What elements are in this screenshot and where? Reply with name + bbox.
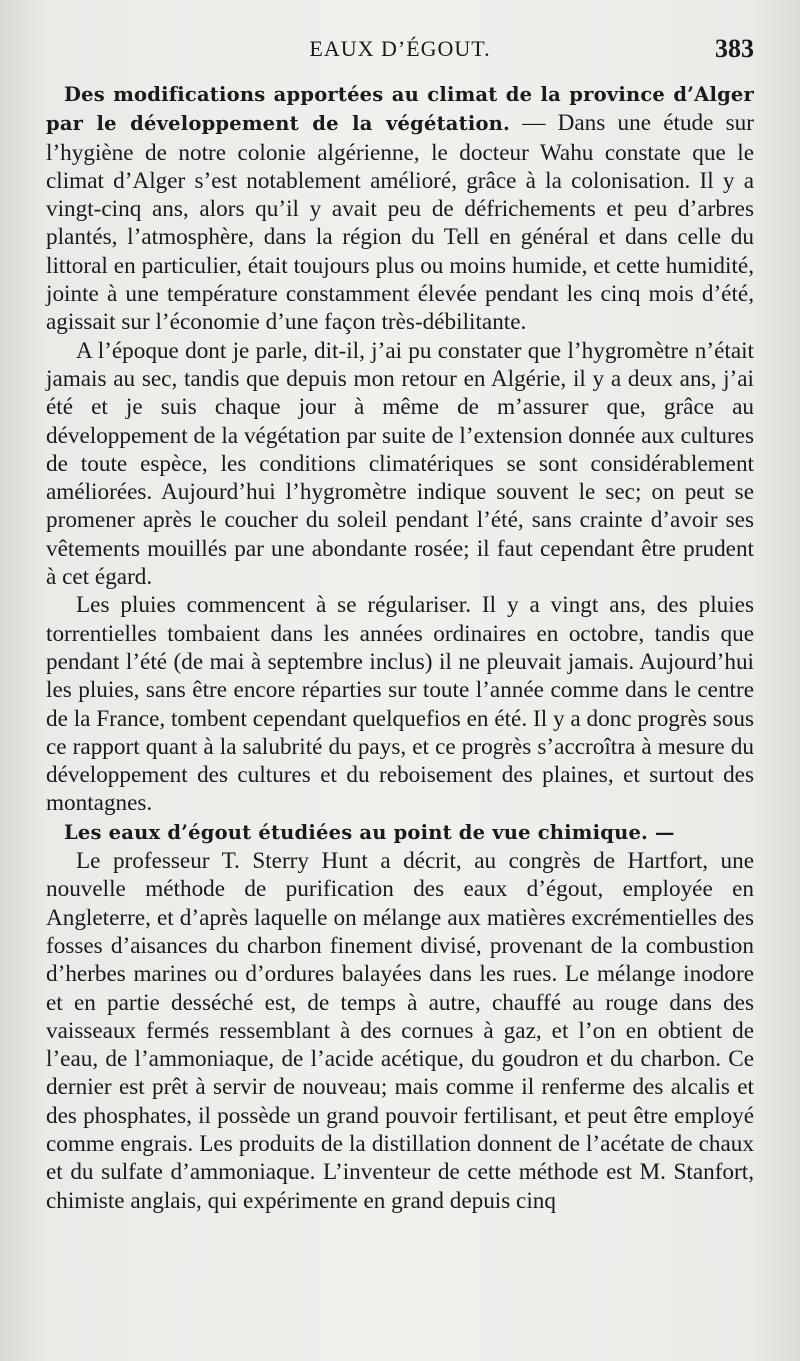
article-2-heading-line — [46, 818, 754, 847]
article-1-paragraph-1 — [46, 80, 754, 337]
article-1-paragraph-3: Les pluies commencent à se régulariser. Il y a vingt ans, des pluies torrentielles tombaient dans les années ordinaires en octobre, tandis que pendant l’été (de mai à septembre inclus) il ne pleuvait jamais. Aujourd’hui les pluies, sans être encore réparties sur toute l’année comme dans le centre de la France, tombent cependant quelquefios en été. Il y a donc progrès sous ce rapport quant à la salubrité du pays, et ce progrès s’accroîtra à mesure du développement des cultures et du reboisement des plaines, et surtout des montagnes. — [46, 592, 754, 817]
article-1-lead: — Dans une étude sur l’hygiène de notre colonie algérienne, le docteur Wahu constate que le climat d’Alger s’est notablement amélioré, grâce à la colonisation. Il y a vingt-cinq ans, alors qu’il y avait peu de défrichements et peu d’arbres plantés, l’atmosphère, dans la région du Tell en général et dans celle du littoral en particulier, était toujours plus ou moins humide, et cette humidité, jointe à une température constamment élevée pendant les cinq mois d’été, agissait sur l’économie d’une façon très-débilitante. — [46, 110, 754, 336]
article-1-paragraph-2: A l’époque dont je parle, dit-il, j’ai pu constater que l’hygromètre n’était jamais au sec, tandis que depuis mon retour en Algérie, il y a deux ans, j’ai été et je suis chaque jour à même de m’assurer que, grâce au développement de la végétation par suite de l’extension donnée aux cultures de toute espèce, les conditions climatériques se sont considérablement améliorées. Aujourd’hui l’hygromètre indique souvent le sec; on peut se promener après le coucher du soleil pendant l’été, sans crainte d’avoir ses vêtements mouillés par une abondante rosée; il faut cependant être prudent à cet égard. — [46, 337, 754, 591]
page-number: 383 — [715, 34, 754, 63]
page-header — [46, 36, 754, 70]
article-2-dash: — — [648, 820, 675, 844]
running-title: EAUX D’ÉGOUT. — [309, 36, 491, 61]
page-body — [46, 80, 754, 1215]
article-2-paragraph-1: Le professeur T. Sterry Hunt a décrit, au congrès de Hartfort, une nouvelle méthode de purification des eaux d’égout, employée en Angleterre, et d’après laquelle on mélange aux matières excrémentielles des fosses d’aisances du charbon finement divisé, provenant de la combustion d’herbes marines ou d’ordures balayées dans les rues. Le mélange inodore et en partie desséché est, de temps à autre, chauffé au rouge dans des vaisseaux fermés ressemblant à des cornues à gaz, et l’on en obtient de l’eau, de l’ammoniaque, de l’acide acétique, du goudron et du charbon. Ce dernier est prêt à servir de nouveau; mais comme il renferme des alcalis et des phosphates, il possède un grand pouvoir fertilisant, et peut être employé comme engrais. Les produits de la distillation donnent de l’acétate de chaux et du sulfate d’ammoniaque. L’inventeur de cette méthode est M. Stanfort, chimiste anglais, qui expérimente en grand depuis cinq — [46, 848, 754, 1214]
article-2-title: Les eaux d’égout étudiées au point de vue chimique. — [64, 820, 649, 844]
article-1-title: Des modifications apportées au climat de la province d’Alger par le développement de la végétation. — [46, 83, 754, 136]
